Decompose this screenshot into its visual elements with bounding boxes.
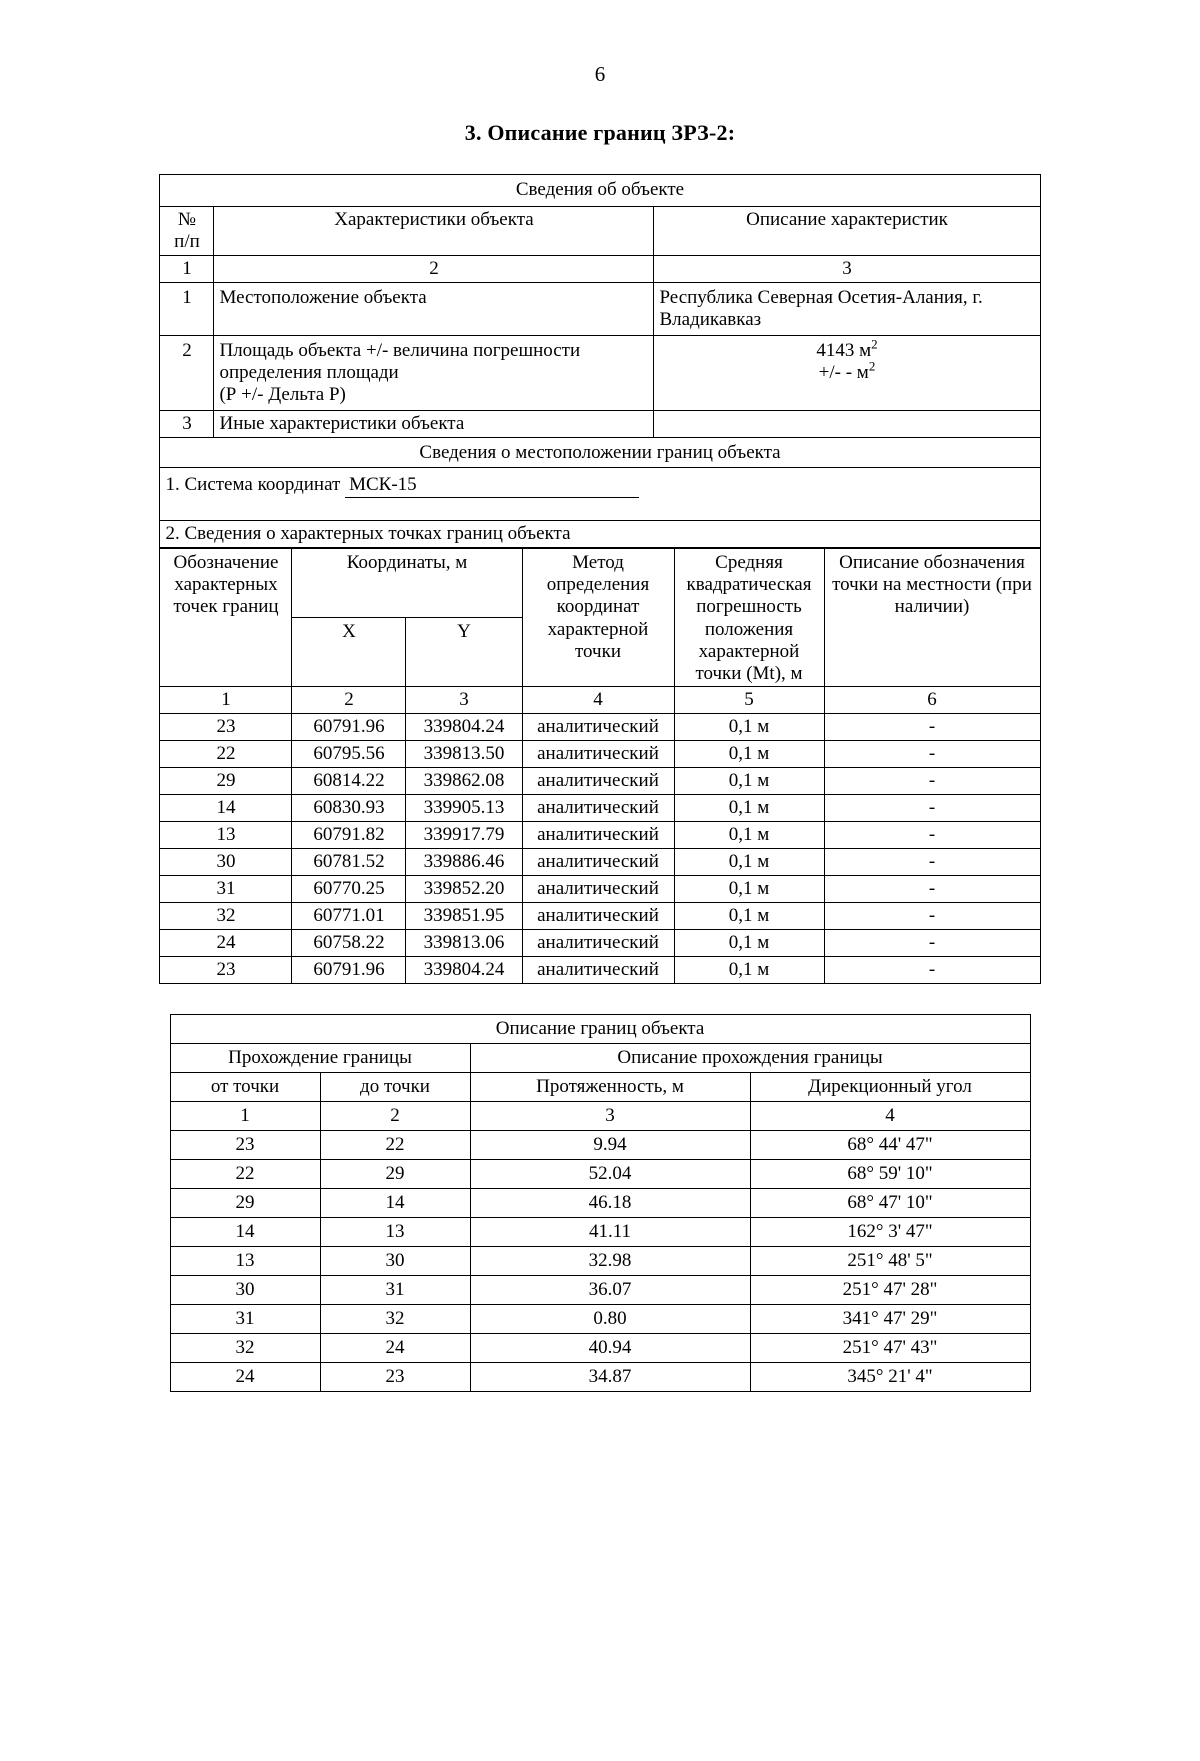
point-mt: 0,1 м bbox=[674, 794, 824, 821]
segment-to: 29 bbox=[320, 1160, 470, 1189]
point-mt: 0,1 м bbox=[674, 848, 824, 875]
table-row bbox=[160, 740, 1040, 767]
point-method: аналитический bbox=[522, 794, 674, 821]
section-title-points: 2. Сведения о характерных точках границ объекта bbox=[160, 521, 1040, 548]
point-method: аналитический bbox=[522, 956, 674, 983]
column-number-1: 1 bbox=[170, 1102, 320, 1131]
segment-to: 31 bbox=[320, 1276, 470, 1305]
column-header-no-line2: п/п bbox=[174, 231, 200, 253]
point-method: аналитический bbox=[522, 875, 674, 902]
column-header-method: Метод определения координат характерной точки bbox=[522, 549, 674, 686]
point-desc: - bbox=[824, 821, 1040, 848]
point-y: 339813.06 bbox=[406, 929, 522, 956]
column-header-point-designation: Обозначение характерных точек границ bbox=[160, 549, 292, 686]
segment-length: 34.87 bbox=[470, 1363, 750, 1392]
column-header-no bbox=[160, 207, 214, 256]
segment-length: 41.11 bbox=[470, 1218, 750, 1247]
row-number: 2 bbox=[160, 336, 214, 411]
segment-angle: 68° 59' 10" bbox=[750, 1160, 1030, 1189]
point-method: аналитический bbox=[522, 902, 674, 929]
row-characteristic-other: Иные характеристики объекта bbox=[214, 411, 654, 438]
column-header-mean-square-error: Средняя квадратическая погрешность положения характерной точки (Mt), м bbox=[674, 549, 824, 686]
point-y: 339804.24 bbox=[406, 713, 522, 740]
point-number: 13 bbox=[160, 821, 292, 848]
column-header-to-point: до точки bbox=[320, 1073, 470, 1102]
column-header-from-point: от точки bbox=[170, 1073, 320, 1102]
section-title-location: Сведения о местоположении границ объекта bbox=[160, 438, 1040, 468]
table-row-area bbox=[160, 336, 1040, 411]
segment-from: 24 bbox=[170, 1363, 320, 1392]
point-mt: 0,1 м bbox=[674, 956, 824, 983]
segment-angle: 341° 47' 29" bbox=[750, 1305, 1030, 1334]
segment-from: 23 bbox=[170, 1131, 320, 1160]
point-y: 339851.95 bbox=[406, 902, 522, 929]
point-y: 339862.08 bbox=[406, 767, 522, 794]
point-x: 60758.22 bbox=[292, 929, 406, 956]
row-characteristic-area bbox=[214, 336, 654, 411]
segment-from: 14 bbox=[170, 1218, 320, 1247]
point-y: 339905.13 bbox=[406, 794, 522, 821]
points-header-row-1 bbox=[160, 549, 1040, 618]
table-row-coordinate-system bbox=[160, 468, 1040, 521]
table-row bbox=[170, 1363, 1030, 1392]
point-number: 31 bbox=[160, 875, 292, 902]
column-number-6: 6 bbox=[824, 686, 1040, 713]
table-row-location-section bbox=[160, 438, 1040, 468]
point-number: 23 bbox=[160, 713, 292, 740]
point-desc: - bbox=[824, 713, 1040, 740]
point-desc: - bbox=[824, 767, 1040, 794]
row-characteristic-location: Местоположение объекта bbox=[214, 283, 654, 336]
area-label-line1: Площадь объекта +/- величина погрешности bbox=[219, 340, 581, 362]
point-method: аналитический bbox=[522, 713, 674, 740]
row-number: 3 bbox=[160, 411, 214, 438]
point-desc: - bbox=[824, 740, 1040, 767]
point-x: 60791.82 bbox=[292, 821, 406, 848]
segment-to: 22 bbox=[320, 1131, 470, 1160]
area-unit-superscript: 2 bbox=[871, 336, 878, 352]
column-header-directional-angle: Дирекционный угол bbox=[750, 1073, 1030, 1102]
segment-from: 13 bbox=[170, 1247, 320, 1276]
table-row bbox=[170, 1247, 1030, 1276]
segment-to: 30 bbox=[320, 1247, 470, 1276]
segment-angle: 68° 47' 10" bbox=[750, 1189, 1030, 1218]
point-number: 29 bbox=[160, 767, 292, 794]
table-row-other bbox=[160, 411, 1040, 438]
area-error bbox=[659, 358, 1034, 384]
point-mt: 0,1 м bbox=[674, 740, 824, 767]
segment-angle: 251° 48' 5" bbox=[750, 1247, 1030, 1276]
coordinate-system-cell bbox=[160, 468, 1040, 521]
segment-length: 46.18 bbox=[470, 1189, 750, 1218]
point-mt: 0,1 м bbox=[674, 713, 824, 740]
segment-length: 32.98 bbox=[470, 1247, 750, 1276]
point-mt: 0,1 м bbox=[674, 821, 824, 848]
point-x: 60814.22 bbox=[292, 767, 406, 794]
coordinate-system-value: МСК-15 bbox=[345, 474, 639, 498]
column-number-4: 4 bbox=[750, 1102, 1030, 1131]
point-y: 339917.79 bbox=[406, 821, 522, 848]
point-method: аналитический bbox=[522, 929, 674, 956]
segment-length: 40.94 bbox=[470, 1334, 750, 1363]
column-header-description: Описание характеристик bbox=[654, 207, 1040, 256]
column-number-2: 2 bbox=[320, 1102, 470, 1131]
segment-angle: 251° 47' 28" bbox=[750, 1276, 1030, 1305]
borders-group-header-row bbox=[170, 1043, 1030, 1072]
segment-from: 30 bbox=[170, 1276, 320, 1305]
column-header-characteristics: Характеристики объекта bbox=[214, 207, 654, 256]
point-method: аналитический bbox=[522, 821, 674, 848]
point-desc: - bbox=[824, 902, 1040, 929]
table-row bbox=[170, 1131, 1030, 1160]
point-x: 60791.96 bbox=[292, 956, 406, 983]
table-row bbox=[170, 1276, 1030, 1305]
object-info-band-title: Сведения об объекте bbox=[160, 175, 1040, 207]
table-row bbox=[170, 1160, 1030, 1189]
object-info-table bbox=[159, 174, 1040, 548]
table-row-points-section bbox=[160, 521, 1040, 548]
point-x: 60781.52 bbox=[292, 848, 406, 875]
segment-from: 32 bbox=[170, 1334, 320, 1363]
group-header-description: Описание прохождения границы bbox=[470, 1043, 1030, 1072]
table-row bbox=[160, 767, 1040, 794]
table-row bbox=[160, 902, 1040, 929]
segment-from: 31 bbox=[170, 1305, 320, 1334]
point-mt: 0,1 м bbox=[674, 767, 824, 794]
coordinate-system-label: 1. Система координат bbox=[165, 474, 341, 496]
segment-to: 24 bbox=[320, 1334, 470, 1363]
point-desc: - bbox=[824, 956, 1040, 983]
column-number-4: 4 bbox=[522, 686, 674, 713]
document-page bbox=[0, 64, 1200, 1761]
column-number-1: 1 bbox=[160, 686, 292, 713]
area-value-text: 4143 м bbox=[816, 340, 872, 362]
column-number-3: 3 bbox=[654, 256, 1040, 283]
point-mt: 0,1 м bbox=[674, 929, 824, 956]
point-y: 339804.24 bbox=[406, 956, 522, 983]
point-mt: 0,1 м bbox=[674, 902, 824, 929]
point-number: 23 bbox=[160, 956, 292, 983]
borders-header-row bbox=[170, 1073, 1030, 1102]
area-label-line2: определения площади bbox=[219, 362, 399, 384]
segment-length: 36.07 bbox=[470, 1276, 750, 1305]
segment-angle: 251° 47' 43" bbox=[750, 1334, 1030, 1363]
borders-band-title-row bbox=[170, 1014, 1030, 1043]
column-header-y: Y bbox=[406, 618, 522, 687]
point-x: 60795.56 bbox=[292, 740, 406, 767]
point-number: 30 bbox=[160, 848, 292, 875]
table-row-headers bbox=[160, 207, 1040, 256]
column-header-length: Протяженность, м bbox=[470, 1073, 750, 1102]
column-number-3: 3 bbox=[470, 1102, 750, 1131]
table-row bbox=[160, 929, 1040, 956]
area-error-text: +/- - м bbox=[818, 362, 869, 384]
point-method: аналитический bbox=[522, 848, 674, 875]
point-desc: - bbox=[824, 929, 1040, 956]
column-number-2: 2 bbox=[292, 686, 406, 713]
segment-length: 0.80 bbox=[470, 1305, 750, 1334]
row-value-area bbox=[654, 336, 1040, 411]
row-value-other bbox=[654, 411, 1040, 438]
group-header-passage: Прохождение границы bbox=[170, 1043, 470, 1072]
point-number: 14 bbox=[160, 794, 292, 821]
segment-angle: 345° 21' 4" bbox=[750, 1363, 1030, 1392]
area-error-superscript: 2 bbox=[868, 358, 876, 374]
point-desc: - bbox=[824, 848, 1040, 875]
area-value bbox=[659, 336, 1034, 362]
table-row bbox=[170, 1305, 1030, 1334]
point-desc: - bbox=[824, 875, 1040, 902]
column-header-no-line1: № bbox=[177, 209, 197, 231]
table-row bbox=[160, 821, 1040, 848]
segment-from: 29 bbox=[170, 1189, 320, 1218]
row-number: 1 bbox=[160, 283, 214, 336]
column-number-2: 2 bbox=[214, 256, 654, 283]
column-number-5: 5 bbox=[674, 686, 824, 713]
point-y: 339886.46 bbox=[406, 848, 522, 875]
row-value-location: Республика Северная Осетия-Алания, г. Владикавказ bbox=[654, 283, 1040, 336]
segment-to: 14 bbox=[320, 1189, 470, 1218]
point-y: 339852.20 bbox=[406, 875, 522, 902]
point-x: 60771.01 bbox=[292, 902, 406, 929]
segment-to: 32 bbox=[320, 1305, 470, 1334]
segment-angle: 68° 44' 47" bbox=[750, 1131, 1030, 1160]
border-description-table bbox=[170, 1014, 1031, 1392]
column-header-point-description: Описание обозначения точки на местности (при наличии) bbox=[824, 549, 1040, 686]
point-number: 32 bbox=[160, 902, 292, 929]
table-row bbox=[170, 1189, 1030, 1218]
points-column-numbers-row bbox=[160, 686, 1040, 713]
borders-column-numbers-row bbox=[170, 1102, 1030, 1131]
page-number: 6 bbox=[594, 62, 606, 86]
point-number: 22 bbox=[160, 740, 292, 767]
page-title: 3. Описание границ ЗРЗ-2: bbox=[464, 120, 736, 145]
point-number: 24 bbox=[160, 929, 292, 956]
table-row bbox=[170, 1218, 1030, 1247]
border-description-band-title: Описание границ объекта bbox=[170, 1014, 1030, 1043]
table-row-column-numbers bbox=[160, 256, 1040, 283]
table-row-band-title bbox=[160, 175, 1040, 207]
table-row bbox=[160, 848, 1040, 875]
point-method: аналитический bbox=[522, 767, 674, 794]
table-row bbox=[160, 956, 1040, 983]
column-number-3: 3 bbox=[406, 686, 522, 713]
table-row bbox=[160, 713, 1040, 740]
segment-to: 13 bbox=[320, 1218, 470, 1247]
column-header-coordinates: Координаты, м bbox=[292, 549, 522, 618]
table-row bbox=[160, 794, 1040, 821]
table-row-location bbox=[160, 283, 1040, 336]
segment-from: 22 bbox=[170, 1160, 320, 1189]
point-method: аналитический bbox=[522, 740, 674, 767]
area-label-line3: (Р +/- Дельта Р) bbox=[219, 384, 346, 406]
point-mt: 0,1 м bbox=[674, 875, 824, 902]
point-x: 60791.96 bbox=[292, 713, 406, 740]
table-row bbox=[170, 1334, 1030, 1363]
segment-length: 9.94 bbox=[470, 1131, 750, 1160]
segment-to: 23 bbox=[320, 1363, 470, 1392]
point-x: 60830.93 bbox=[292, 794, 406, 821]
table-row bbox=[160, 875, 1040, 902]
point-x: 60770.25 bbox=[292, 875, 406, 902]
point-y: 339813.50 bbox=[406, 740, 522, 767]
column-number-1: 1 bbox=[160, 256, 214, 283]
column-header-x: X bbox=[292, 618, 406, 687]
segment-angle: 162° 3' 47" bbox=[750, 1218, 1030, 1247]
segment-length: 52.04 bbox=[470, 1160, 750, 1189]
characteristic-points-table bbox=[159, 548, 1040, 984]
point-desc: - bbox=[824, 794, 1040, 821]
